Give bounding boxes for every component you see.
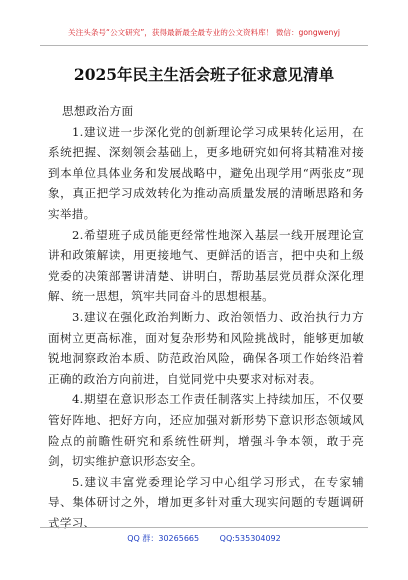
- paragraph-1: 1.建议进一步深化党的创新理论学习成果转化运用，在系统把握、深刻领会基础上，更多地研究如何将其精准对接到本单位具体业务和发展战略中，避免出现学用“两张皮”现象，真正把学习成效转化为推动高质量发展的清晰思路和务实举措。: [48, 124, 364, 221]
- footer-divider: [40, 527, 368, 528]
- paragraph-3: 3.建议在强化政治判断力、政治领悟力、政治执行力方面树立更高标准，面对复杂形势和风险挑战时，能够更加敏锐地洞察政治本质、防范政治风险，确保各项工作始终沿着正确的政治方向前进，自觉同党中央要求对标对表。: [48, 309, 364, 386]
- qq-contact-number: QQ:535304092: [219, 534, 281, 543]
- section-heading: 思想政治方面: [62, 104, 134, 118]
- paragraph-5: 5.建议丰富党委理论学习中心组学习形式，在专家辅导、集体研讨之外，增加更多针对重大现实问题的专题调研式学习、: [48, 474, 364, 530]
- paragraph-4: 4.期望在意识形态工作责任制落实上持续加压，不仅要管好阵地、把好方向，还应加强对新形势下意识形态领域风险点的前瞻性研究和系统性研判，增强斗争本领，敢于亮剑，切实维护意识形态安全。: [48, 392, 364, 469]
- contact-footer: [0, 533, 408, 544]
- promo-header-banner: 关注头条号“公文研究”，获得最新最全最专业的公文资料库！ 微信：gongwenyj: [68, 28, 340, 37]
- document-title: 2025年民主生活会班子征求意见清单: [73, 65, 335, 84]
- document-body: [48, 101, 364, 533]
- qq-group-number: QQ 群：30265665: [127, 534, 200, 543]
- paragraph-2: 2.希望班子成员能更经常性地深入基层一线开展理论宣讲和政策解读，用更接地气、更鲜活的语言，把中央和上级党委的决策部署讲清楚、讲明白，帮助基层党员群众深化理解、统一思想，筑牢共同奋斗的思想根基。: [48, 227, 364, 304]
- header-divider: [40, 45, 368, 46]
